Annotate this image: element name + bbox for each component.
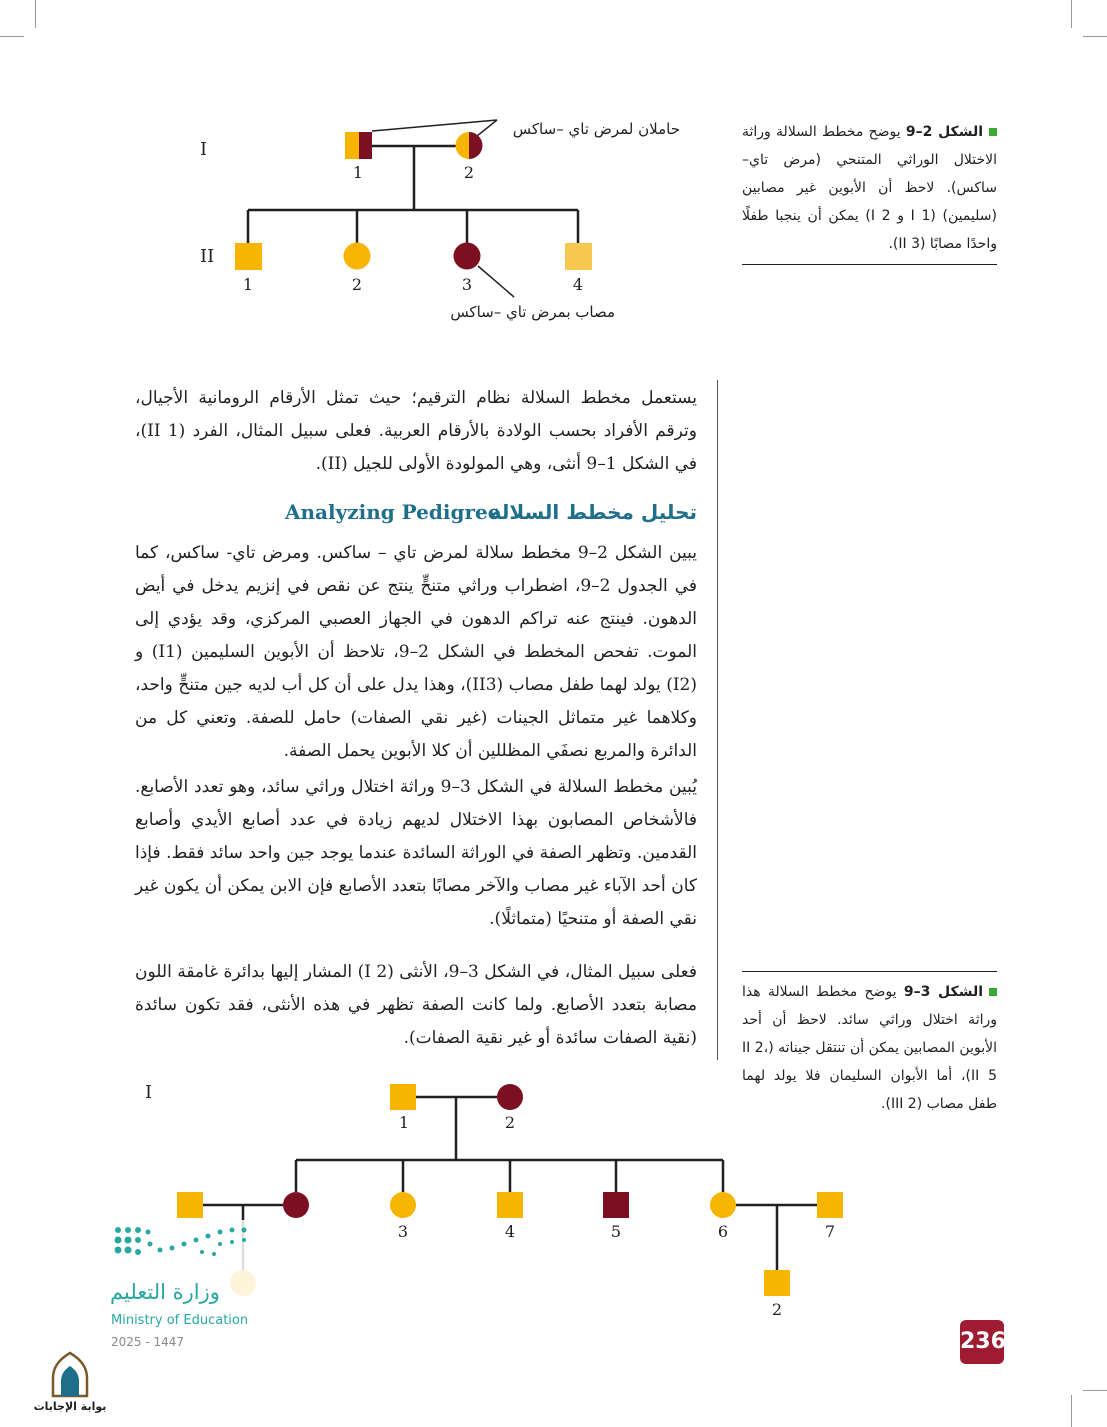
mosque-icon (45, 1350, 95, 1400)
affected-label: مصاب بمرض تاي –ساكس (450, 303, 615, 321)
caption-figure-ref: الشكل 3–9 (903, 984, 983, 1000)
generation-label-I: I (145, 1082, 153, 1103)
ministry-name-arabic: وزارة التعليم (110, 1280, 220, 1304)
individual-I2-affected-female (497, 1084, 523, 1110)
individual-number: 2 (351, 275, 363, 294)
individual-number: 3 (461, 275, 473, 294)
caption-divider (742, 971, 997, 972)
caption-divider (742, 264, 997, 265)
heading-arabic: تحليل مخطط السلالة (489, 500, 697, 524)
individual-I2-carrier-female (456, 132, 483, 159)
crop-mark (1071, 1395, 1072, 1427)
ministry-year: 2025 - 1447 (111, 1335, 185, 1349)
caption-figure-9-2 (742, 118, 997, 258)
heading-english: Analyzing Pedigree (285, 500, 501, 524)
individual-number: 2 (504, 1113, 516, 1132)
generation-label-I: I (200, 139, 208, 160)
crop-mark (1083, 1390, 1107, 1391)
paragraph-polydactyly: يُبين مخطط السلالة في الشكل 3–9 وراثة اختلال وراثي سائد، وهو تعدد الأصابع. فالأشخاص المصابون بهذا الاختلال لديهم زيادة في عدد أصابع الأيدي وأصابع القدمين. وتظهر الصفة في الوراثة السائدة عندما يوجد جين واحد سائد فقط. فإذا كان أحد الآباء غير مصاب والآخر مصابًا بتعدد الأصابع فإن الابن يمكن أن يكون غير نقي الصفة أو متنحيًا (متماثلًا). (135, 777, 697, 929)
individual-II3-unaffected-female (390, 1192, 416, 1218)
ministry-name-english: Ministry of Education (111, 1313, 249, 1328)
individual-number: 4 (504, 1222, 516, 1241)
ministry-logo (108, 1220, 268, 1350)
individual-II2-affected-female (283, 1192, 309, 1218)
caption-bullet-icon (989, 128, 997, 136)
section-heading (285, 498, 697, 532)
individual-II5-affected-male (603, 1192, 629, 1218)
paragraph-tay-sachs: يبين الشكل 2–9 مخطط سلالة لمرض تاي – ساكس. ومرض تاي- ساكس، كما في الجدول 2–9، اضطراب وراثي متنحٍّ ينتج عن نقص في إنزيم يدخل في أيض الدهون. فينتج عنه تراكم الدهون في الجهاز العصبي المركزي، وقد يؤدي إلى الموت. تفحص المخطط في الشكل 2–9، تلاحظ أن الأبوين السليمين (I1) و (I2) يولد لهما طفل مصاب (II3)، وهذا يدل على أن كل أب لديه جين متنحٍّ واحد، وكلاهما غير متماثل الجينات (غير نقي الصفات) حامل للصفة. وتعني كل من الدائرة والمربع نصفَي المظللين أن كلا الأبوين يحمل الصفة. (135, 543, 698, 761)
individual-number: 1 (398, 1113, 410, 1132)
individual-III2-unaffected-male (764, 1270, 790, 1296)
individual-II1-spouse-male (177, 1192, 203, 1218)
ministry-dots-icon (110, 1222, 260, 1272)
individual-number: 1 (242, 275, 254, 294)
individual-number: 3 (397, 1222, 409, 1241)
watermark (30, 1350, 110, 1420)
caption-text: يوضح مخطط السلالة وراثة الاختلال الوراثي المتنحي (مرض تاي–ساكس). لاحظ أن الأبوين غير مصابين (سليمين) (I 1 و I 2) يمكن أن ينجبا طفلًا واحدًا مصابًا (II 3). (742, 124, 997, 252)
individual-number: 6 (717, 1222, 729, 1241)
individual-I1-carrier-male (345, 132, 372, 159)
individual-number: 5 (610, 1222, 622, 1241)
individual-number: 7 (824, 1222, 836, 1241)
caption-bullet-icon (989, 988, 997, 996)
caption-figure-ref: الشكل 2–9 (905, 124, 984, 140)
page-number: 236 (960, 1320, 1004, 1364)
individual-I1-unaffected-male (390, 1084, 416, 1110)
carriers-label: حاملان لمرض تاي –ساكس (512, 120, 680, 138)
crop-mark (1083, 36, 1107, 37)
individual-II4-unaffected-male (565, 243, 592, 270)
individual-II1-unaffected-male (235, 243, 262, 270)
individual-number: 2 (771, 1300, 783, 1319)
individual-II7-unaffected-male (817, 1192, 843, 1218)
crop-mark (35, 0, 36, 28)
watermark-text: بوابة الإجابات (33, 1400, 107, 1413)
generation-label-II: II (200, 246, 215, 267)
individual-II4-unaffected-male (497, 1192, 523, 1218)
caption-text: يوضح مخطط السلالة هذا وراثة اختلال وراثي سائد. لاحظ أن أحد الأبوين المصابين يمكن أن تنتقل جيناته (II 2، II 5)، أما الأبوان السليمان فلا يولد لهما طفل مصاب (III 2). (742, 984, 997, 1112)
crop-mark (0, 36, 24, 37)
individual-number: 4 (572, 275, 584, 294)
individual-number: 1 (352, 163, 364, 182)
individual-II2-unaffected-female (344, 243, 371, 270)
individual-number: 2 (463, 163, 475, 182)
individual-II6-unaffected-female (710, 1192, 736, 1218)
individual-II3-affected-female (454, 243, 481, 270)
paragraph-example: فعلى سبيل المثال، في الشكل 3–9، الأنثى (I 2) المشار إليها بدائرة غامقة اللون مصابة بتعدد الأصابع. ولما كانت الصفة تظهر في هذه الأنثى، فقد تكون سائدة (نقية الصفات سائدة أو غير نقية الصفات). (135, 962, 697, 1048)
paragraph-numbering: يستعمل مخطط السلالة نظام الترقيم؛ حيث تمثل الأرقام الرومانية الأجيال، وترقم الأفراد بحسب الولادة بالأرقام العربية. فعلى سبيل المثال، الفرد (II 1)، في الشكل 1–9 أنثى، وهي المولودة الأولى للجيل (II). (135, 388, 697, 474)
crop-mark (1071, 0, 1072, 28)
column-rule (717, 380, 718, 1060)
